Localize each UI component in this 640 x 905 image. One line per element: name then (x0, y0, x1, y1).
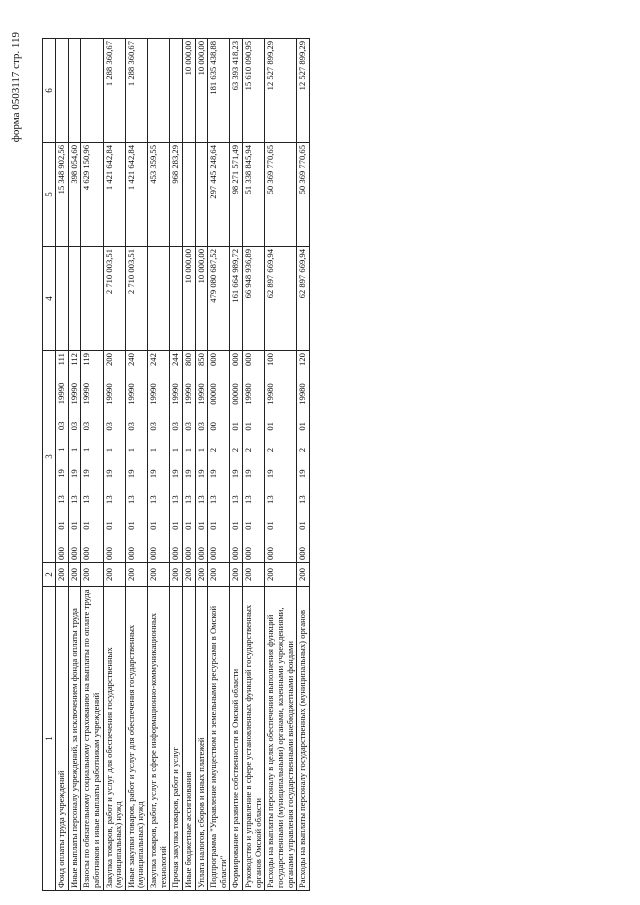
table-row (170, 39, 183, 891)
budget-code-part: 1 (182, 447, 193, 453)
budget-code-parts (57, 353, 67, 560)
budget-code-part: 13 (81, 495, 92, 504)
budget-code-part: 242 (148, 353, 159, 366)
budget-code-part: 19 (148, 469, 159, 479)
budget-code-part: 2 (265, 447, 276, 453)
budget-code-part: 13 (195, 495, 206, 504)
budget-code-part: 03 (56, 421, 67, 431)
budget-code-part: 19 (195, 469, 206, 479)
budget-code-parts (149, 353, 159, 560)
col-header-6: 6 (43, 39, 56, 143)
budget-code-part: 19990 (103, 383, 114, 405)
table-row (195, 39, 208, 891)
budget-code-part: 19990 (195, 383, 206, 405)
budget-code-part: 03 (195, 422, 206, 431)
budget-code-part: 244 (170, 353, 181, 366)
budget-code-parts (184, 353, 194, 560)
budget-code-part: 01 (297, 521, 308, 530)
budget-code-part: 19990 (56, 382, 67, 405)
budget-code-part: 13 (265, 495, 276, 504)
row-name: Формирование и развитие собственности в Омской области (230, 587, 243, 891)
row-line-code: 200 (297, 563, 310, 587)
budget-code-part: 19 (56, 469, 67, 478)
row-approved-amount: 479 080 687,52 (208, 247, 230, 351)
header-row (43, 39, 56, 891)
table-body (56, 39, 310, 891)
budget-code-part: 000 (195, 547, 206, 560)
row-unexecuted-amount: 1 288 360,67 (103, 39, 125, 143)
row-budget-code (103, 351, 125, 563)
budget-code-part: 13 (56, 495, 67, 504)
row-unexecuted-amount (170, 39, 183, 143)
budget-code-part: 01 (265, 422, 276, 431)
budget-code-part: 13 (182, 495, 193, 504)
row-executed-amount: 398 054,60 (68, 143, 81, 247)
budget-code-part: 1 (195, 447, 206, 453)
budget-code-parts (197, 353, 207, 560)
row-executed-amount: 1 421 642,84 (125, 143, 147, 247)
budget-code-part: 19990 (148, 383, 159, 405)
row-name: Иные закупки товаров, работ и услуг для обеспечения государственных (муниципальных) нужд (125, 587, 147, 891)
row-executed-amount (182, 143, 195, 247)
budget-code-part: 13 (68, 495, 79, 504)
budget-code-part: 112 (68, 353, 79, 366)
table-row (56, 39, 69, 891)
row-line-code: 200 (148, 563, 170, 587)
row-executed-amount: 51 338 845,94 (243, 143, 265, 247)
table-row (208, 39, 230, 891)
budget-code-part: 1 (81, 447, 92, 453)
budget-code-parts (209, 353, 219, 560)
budget-code-part: 19990 (170, 383, 181, 405)
budget-code-part: 19 (297, 469, 308, 479)
budget-code-part: 1 (170, 447, 181, 453)
col-header-5: 5 (43, 143, 56, 247)
row-approved-amount: 2 710 003,51 (125, 247, 147, 351)
budget-code-part: 01 (56, 521, 67, 530)
budget-code-part: 1 (56, 447, 67, 452)
budget-code-part: 01 (195, 521, 206, 530)
budget-code-part: 1 (148, 447, 159, 453)
row-unexecuted-amount (148, 39, 170, 143)
row-unexecuted-amount: 10 000,00 (195, 39, 208, 143)
budget-code-part: 000 (103, 547, 114, 560)
row-unexecuted-amount: 10 000,00 (182, 39, 195, 143)
budget-code-part: 03 (148, 422, 159, 431)
row-executed-amount: 1 421 642,84 (103, 143, 125, 247)
row-approved-amount: 62 897 669,94 (265, 247, 297, 351)
budget-code-part: 19 (182, 469, 193, 479)
budget-code-parts (70, 353, 80, 560)
row-unexecuted-amount: 12 527 899,29 (297, 39, 310, 143)
budget-code-part: 19990 (125, 383, 136, 405)
row-approved-amount: 10 000,00 (195, 247, 208, 351)
budget-code-parts (266, 353, 276, 560)
row-budget-code (230, 351, 243, 563)
budget-code-part: 13 (297, 495, 308, 504)
row-line-code: 200 (230, 563, 243, 587)
budget-code-part: 19 (243, 469, 254, 479)
budget-code-part: 000 (81, 547, 92, 560)
table-row (297, 39, 310, 891)
row-approved-amount (68, 247, 81, 351)
budget-code-part: 2 (297, 447, 308, 453)
row-approved-amount (81, 247, 103, 351)
col-header-4: 4 (43, 247, 56, 351)
row-budget-code (243, 351, 265, 563)
budget-code-part: 01 (68, 521, 79, 530)
budget-code-part: 19 (81, 469, 92, 478)
budget-code-part: 00000 (230, 383, 241, 405)
row-line-code: 200 (103, 563, 125, 587)
row-name: Расходы на выплаты персоналу государственных (муниципальных) органов (297, 587, 310, 891)
budget-code-part: 19990 (81, 382, 92, 405)
row-name: Закупка товаров, работ, услуг в сфере информационно-коммуникационных технологий (148, 587, 170, 891)
budget-code-part: 120 (297, 353, 308, 366)
budget-code-part: 000 (230, 547, 241, 560)
budget-code-part: 01 (81, 521, 92, 530)
budget-code-part: 01 (243, 422, 254, 431)
table-row (243, 39, 265, 891)
budget-code-part: 03 (68, 421, 79, 431)
row-approved-amount: 2 710 003,51 (103, 247, 125, 351)
budget-code-part: 01 (230, 521, 241, 530)
budget-code-part: 01 (170, 521, 181, 530)
row-unexecuted-amount: 12 527 899,29 (265, 39, 297, 143)
table-row (68, 39, 81, 891)
budget-code-parts (105, 353, 115, 560)
budget-code-part: 1 (68, 447, 79, 453)
budget-code-part: 13 (243, 495, 254, 504)
budget-code-part: 01 (182, 521, 193, 530)
row-budget-code (182, 351, 195, 563)
row-line-code: 200 (182, 563, 195, 587)
report-table (42, 38, 310, 891)
budget-code-part: 01 (265, 521, 276, 530)
budget-code-part: 01 (297, 422, 308, 431)
budget-code-part: 01 (208, 521, 219, 530)
table-row (148, 39, 170, 891)
row-approved-amount: 62 897 669,94 (297, 247, 310, 351)
row-unexecuted-amount: 181 635 438,88 (208, 39, 230, 143)
row-executed-amount: 50 369 770,65 (297, 143, 310, 247)
budget-code-part: 2 (243, 447, 254, 453)
row-name: Уплата налогов, сборов и иных платежей (195, 587, 208, 891)
budget-code-part: 000 (182, 547, 193, 560)
budget-code-parts (298, 353, 308, 560)
row-name: Руководство и управление в сфере установленных функций государственных органов Омской области (243, 587, 265, 891)
budget-code-part: 19990 (68, 382, 79, 405)
row-line-code: 200 (56, 563, 69, 587)
row-name: Иные бюджетные ассигнования (182, 587, 195, 891)
budget-code-part: 03 (103, 422, 114, 431)
row-budget-code (265, 351, 297, 563)
budget-code-part: 2 (208, 447, 219, 453)
row-executed-amount: 50 369 770,65 (265, 143, 297, 247)
budget-code-part: 00000 (208, 383, 219, 405)
table-row (265, 39, 297, 891)
budget-code-part: 111 (56, 353, 67, 366)
budget-code-part: 240 (125, 353, 136, 366)
row-executed-amount: 453 359,55 (148, 143, 170, 247)
budget-code-part: 01 (148, 521, 159, 530)
table-row (103, 39, 125, 891)
row-line-code: 200 (68, 563, 81, 587)
budget-code-part: 19990 (182, 383, 193, 405)
row-name: Прочая закупка товаров, работ и услуг (170, 587, 183, 891)
col-header-2: 2 (43, 563, 56, 587)
row-budget-code (170, 351, 183, 563)
budget-code-part: 19 (103, 469, 114, 479)
col-header-1: 1 (43, 587, 56, 891)
row-budget-code (208, 351, 230, 563)
row-budget-code (68, 351, 81, 563)
row-line-code: 200 (125, 563, 147, 587)
budget-code-part: 19980 (243, 383, 254, 405)
row-name: Расходы на выплаты персоналу в целях обеспечения выполнения функций государственными (муниципальными) органами, казенными учреждениями, органами управления государственными внебюджетными фондами (265, 587, 297, 891)
budget-code-part: 1 (125, 447, 136, 453)
row-line-code: 200 (81, 563, 103, 587)
row-unexecuted-amount (81, 39, 103, 143)
budget-code-part: 00 (208, 422, 219, 431)
budget-code-part: 000 (68, 547, 79, 560)
budget-code-part: 19 (265, 469, 276, 479)
row-line-code: 200 (195, 563, 208, 587)
row-approved-amount (148, 247, 170, 351)
row-approved-amount: 66 948 936,89 (243, 247, 265, 351)
row-name: Закупка товаров, работ и услуг для обеспечения государственных (муниципальных) нужд (103, 587, 125, 891)
budget-code-part: 000 (265, 547, 276, 560)
row-name: Фонд оплаты труда учреждений (56, 587, 69, 891)
row-unexecuted-amount: 63 393 418,23 (230, 39, 243, 143)
row-approved-amount: 10 000,00 (182, 247, 195, 351)
budget-code-part: 01 (125, 521, 136, 530)
budget-code-part: 000 (297, 547, 308, 560)
budget-code-part: 13 (208, 495, 219, 504)
budget-code-part: 000 (125, 547, 136, 560)
table-row (182, 39, 195, 891)
row-executed-amount (195, 143, 208, 247)
budget-code-part: 100 (265, 353, 276, 366)
row-executed-amount: 98 271 571,49 (230, 143, 243, 247)
budget-code-part: 13 (125, 495, 136, 504)
budget-code-part: 000 (208, 353, 219, 366)
row-budget-code (56, 351, 69, 563)
row-approved-amount (56, 247, 69, 351)
row-unexecuted-amount: 1 288 360,67 (125, 39, 147, 143)
budget-code-parts (82, 353, 92, 560)
row-approved-amount (170, 247, 183, 351)
row-line-code: 200 (170, 563, 183, 587)
col-header-3: 3 (43, 351, 56, 563)
budget-code-part: 13 (103, 495, 114, 504)
budget-code-parts (231, 353, 241, 560)
budget-code-part: 2 (230, 447, 241, 453)
row-unexecuted-amount (56, 39, 69, 143)
row-executed-amount: 4 629 150,96 (81, 143, 103, 247)
row-approved-amount: 161 664 989,72 (230, 247, 243, 351)
table-row (125, 39, 147, 891)
budget-code-part: 13 (170, 495, 181, 504)
budget-code-part: 850 (195, 353, 206, 366)
budget-code-part: 19980 (265, 383, 276, 405)
row-name: Иные выплаты персоналу учреждений, за исключением фонда оплаты труда (68, 587, 81, 891)
row-line-code: 200 (243, 563, 265, 587)
row-budget-code (81, 351, 103, 563)
budget-code-parts (171, 353, 181, 560)
budget-code-part: 000 (208, 547, 219, 560)
table-row (230, 39, 243, 891)
budget-code-part: 000 (148, 547, 159, 560)
budget-code-part: 19 (68, 469, 79, 478)
row-executed-amount: 15 348 902,56 (56, 143, 69, 247)
budget-code-part: 01 (103, 521, 114, 530)
budget-code-part: 03 (81, 421, 92, 431)
budget-code-part: 19 (208, 469, 219, 479)
row-budget-code (297, 351, 310, 563)
budget-code-part: 800 (182, 353, 193, 366)
row-executed-amount: 968 283,29 (170, 143, 183, 247)
budget-code-part: 19 (170, 469, 181, 479)
budget-code-parts (244, 353, 254, 560)
budget-code-part: 000 (243, 547, 254, 560)
budget-code-part: 01 (230, 422, 241, 431)
row-budget-code (125, 351, 147, 563)
budget-code-part: 13 (148, 495, 159, 504)
row-unexecuted-amount (68, 39, 81, 143)
budget-code-part: 200 (103, 353, 114, 366)
budget-code-part: 03 (182, 422, 193, 431)
row-name: Подпрограмма "Управление имуществом и земельными ресурсами в Омской области" (208, 587, 230, 891)
row-budget-code (195, 351, 208, 563)
budget-code-parts (127, 353, 137, 560)
table-row (81, 39, 103, 891)
budget-code-part: 000 (243, 353, 254, 366)
row-budget-code (148, 351, 170, 563)
budget-code-part: 000 (230, 353, 241, 366)
budget-code-part: 000 (170, 547, 181, 560)
budget-code-part: 000 (56, 547, 67, 560)
row-line-code: 200 (208, 563, 230, 587)
budget-code-part: 19 (125, 469, 136, 479)
budget-code-part: 19980 (297, 383, 308, 405)
budget-code-part: 01 (243, 521, 254, 530)
budget-code-part: 119 (81, 353, 92, 366)
row-unexecuted-amount: 15 610 090,95 (243, 39, 265, 143)
budget-code-part: 1 (103, 447, 114, 453)
form-label: форма 0503117 стр. 119 (10, 32, 22, 143)
row-name: Взносы по обязательному социальному страхованию на выплаты по оплате труда работников и иные выплаты работникам учреждений (81, 587, 103, 891)
row-line-code: 200 (265, 563, 297, 587)
budget-code-part: 03 (170, 422, 181, 431)
budget-code-part: 19 (230, 469, 241, 479)
budget-code-part: 03 (125, 422, 136, 431)
row-executed-amount: 297 445 248,64 (208, 143, 230, 247)
budget-code-part: 13 (230, 495, 241, 504)
